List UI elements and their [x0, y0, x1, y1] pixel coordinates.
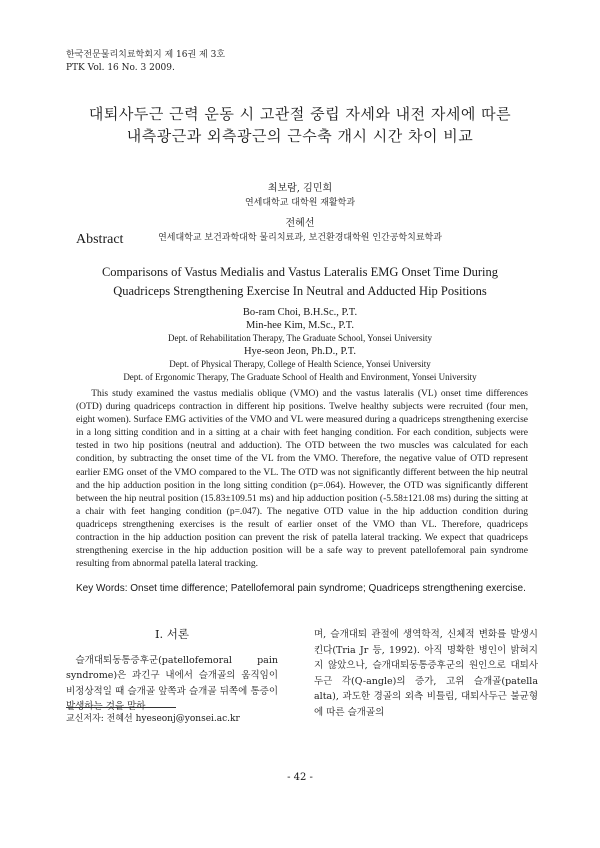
abstract-heading: Abstract — [76, 232, 124, 247]
korean-author-names-1: 최보람, 김민희 — [267, 183, 333, 194]
korean-affiliation-1: 연세대학교 대학원 재활학과 — [244, 198, 356, 208]
footnote-divider — [66, 707, 176, 708]
english-affiliation-2: Dept. of Physical Therapy, College of Health Science, Yonsei University — [169, 359, 431, 369]
journal-line-korean: 한국전문물리치료학회지 제 16권 제 3호 — [66, 50, 226, 60]
abstract-body — [76, 388, 528, 571]
english-author-3: Hye-seon Jeon, Ph.D., P.T. — [243, 346, 357, 357]
korean-affiliation-2: 연세대학교 보건과학대학 물리치료과, 보건환경대학원 인간공학치료학과 — [158, 233, 442, 243]
left-column — [66, 627, 278, 715]
page-number: - 42 - — [287, 772, 313, 783]
korean-author-names-2: 전혜선 — [285, 218, 315, 229]
journal-header — [66, 49, 225, 75]
keywords: Key Words: Onset time difference; Patellofemoral pain syndrome; Quadriceps strengthening exercise. — [76, 583, 526, 594]
english-author-2: Min-hee Kim, M.Sc., P.T. — [245, 320, 354, 331]
right-column — [314, 627, 538, 720]
abstract-paragraph: This study examined the vastus medialis oblique (VMO) and the vastus lateralis (VL) onset time differences (OTD) during quadriceps contraction in different hip positions. Twelve healthy subjects were recruited (four men, eight women). Surface EMG activities of the VMO and VL were measured during a quadriceps strengthening exercise in a long sitting condition and in a sitting at a chair with feet hanging condition. For each condition, subjects were tested in two hip positions (neutral and adduction). The OTD between the two muscles was calculated for each condition, by subtracting the onset time of the VL from the VMO. Therefore, the negative value of OTD represent earlier EMG onset of the VMO compared to the VL. The OTD was not significantly different between the hip neutral and the hip adduction position in the long sitting condition (p=.064). However, the OTD was significantly different between the hip neutral position (15.83±109.51 ms) and hip adduction position (-5.58±121.08 ms) during the sitting at a chair with feet hanging condition (p=.047). The negative OTD value in the hip adduction condition during quadriceps strengthening exercises is the result of earlier onset of the VMO than VL. Therefore, quadriceps contraction in the hip adduction position can prevent the risk of patella lateral tracking. We expect that quadriceps strengthening exercise in the hip adduction position will be a safe way to prevent patellofemoral pain syndrome resulting from abnormal patella lateral tracking. — [76, 389, 528, 570]
left-column-paragraph: 슬개대퇴동통증후군(patellofemoral pain syndrome)은 과긴구 내에서 슬개골의 움직임이 비정상적일 때 슬개골 앞쪽과 슬개골 뒤쪽에 통증이 발생하는 것을 말하 — [66, 654, 278, 712]
korean-title-line2: 내측광근과 외측광근의 근수축 개시 시간 차이 비교 — [126, 127, 474, 145]
english-affiliation-3: Dept. of Ergonomic Therapy, The Graduate School of Health and Environment, Yonsei University — [123, 372, 477, 382]
journal-line-volume: PTK Vol. 16 No. 3 2009. — [66, 63, 175, 73]
corresponding-author-footnote: 교신저자: 전혜선 hyeseonj@yonsei.ac.kr — [66, 714, 240, 724]
section-heading-introduction: Ⅰ. 서론 — [154, 627, 190, 641]
english-authors — [0, 306, 600, 384]
right-column-paragraph: 며, 슬개대퇴 관절에 생역학적, 신체적 변화를 발생시킨다(Tria Jr 등, 1992). 아직 명확한 병인이 밝혀지지 않았으나, 슬개대퇴동통증후군의 원인으로 대퇴사두근 각(Q-angle)의 증가, 고위 슬개골(patella alta), 과도한 경골의 외측 비틀림, 대퇴사두근 불균형에 따른 슬개골의 — [314, 629, 538, 718]
korean-title-line1: 대퇴사두근 근력 운동 시 고관절 중립 자세와 내전 자세에 따른 — [88, 105, 512, 123]
english-title-line1: Comparisons of Vastus Medialis and Vastus Lateralis EMG Onset Time During — [101, 265, 499, 279]
korean-title — [0, 103, 600, 147]
english-author-1: Bo-ram Choi, B.H.Sc., P.T. — [242, 307, 358, 318]
english-affiliation-1: Dept. of Rehabilitation Therapy, The Graduate School, Yonsei University — [167, 333, 433, 343]
english-title-line2: Quadriceps Strengthening Exercise In Neutral and Adducted Hip Positions — [113, 284, 487, 298]
english-title — [0, 263, 600, 301]
